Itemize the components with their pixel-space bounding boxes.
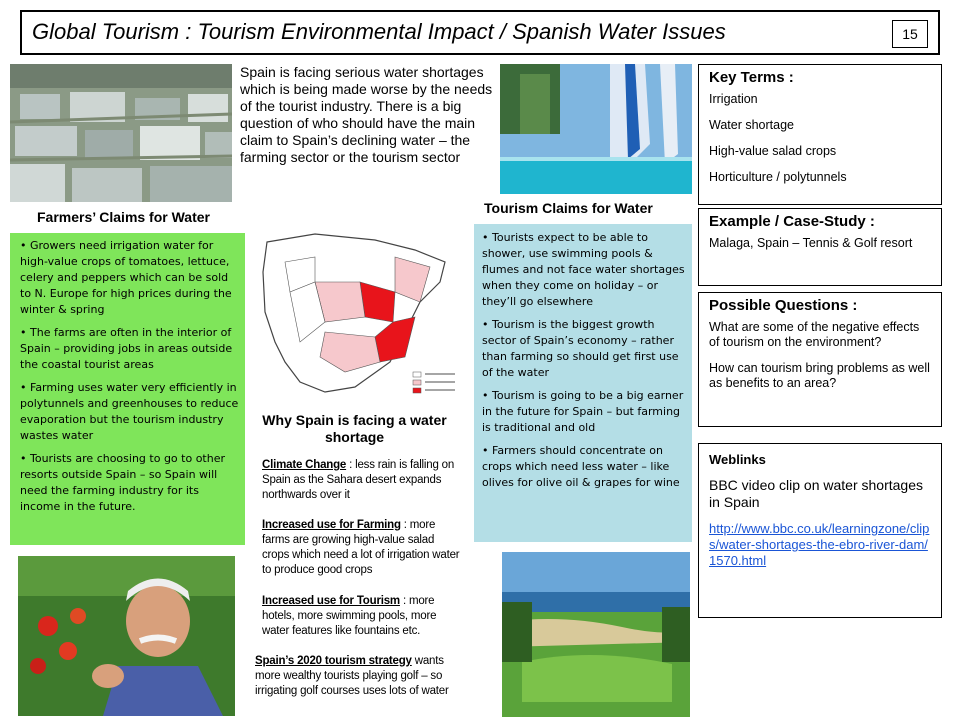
list-item: • Farming uses water very efficiently in polytunnels and greenhouses to reduce evaporation but the tourism industry wastes water (20, 380, 239, 444)
key-terms-title: Key Terms : (709, 69, 794, 86)
case-study-title: Example / Case-Study : (709, 213, 875, 230)
list-item: • Growers need irrigation water for high-value crops of tomatoes, lettuce, celery and peppers which can be sold to N. Europe for high prices during the winter & spring (20, 238, 239, 318)
question-item: How can tourism bring problems as well as benefits to an area? (709, 361, 930, 390)
cause-farming: Increased use for Farming : more farms are growing high-value salad crops which need a lot of irrigation water to produce good crops (262, 519, 460, 576)
case-study-text: Malaga, Spain – Tennis & Golf resort (709, 236, 913, 250)
case-study-box (698, 208, 942, 286)
polytunnels-aerial-photo (10, 64, 232, 202)
weblinks-box (698, 443, 942, 618)
key-terms-box (698, 64, 942, 205)
farmers-claims-box (10, 233, 245, 545)
tourism-heading: Tourism Claims for Water (484, 200, 653, 216)
golf-course-photo (502, 552, 690, 717)
tourism-claims-box (474, 224, 692, 542)
shortage-heading: Why Spain is facing a water shortage (262, 412, 447, 445)
intro-text: Spain is facing serious water shortages which is being made worse by the needs of the tourist industry. There is a big question of who should have the main claim to Spain’s declining water – the farming sector or the tourism sector (240, 64, 493, 165)
spain-water-map (255, 222, 465, 404)
key-term: Irrigation (709, 92, 758, 106)
title-bar (20, 10, 940, 55)
question-item: What are some of the negative effects of tourism on the environment? (709, 320, 920, 349)
farmer-tomatoes-photo (18, 556, 235, 716)
cause-tourism: Increased use for Tourism : more hotels, more swimming pools, more water features like fountains etc. (262, 595, 437, 637)
water-slides-photo (500, 64, 692, 194)
key-term: Water shortage (709, 118, 794, 132)
list-item: • Tourism is going to be a big earner in the future for Spain – but farming is traditional and old (482, 388, 686, 436)
list-item: • Tourism is the biggest growth sector of Spain’s economy – rather than farming so should get first use of the water (482, 317, 686, 381)
list-item: • Farmers should concentrate on crops which need less water – like olives for olive oil & grapes for wine (482, 443, 686, 491)
key-term: High-value salad crops (709, 144, 837, 158)
weblink-description: BBC video clip on water shortages in Spain (709, 477, 923, 510)
questions-title: Possible Questions : (709, 297, 858, 314)
page-title: Global Tourism : Tourism Environmental Impact / Spanish Water Issues (32, 19, 726, 44)
page-number: 15 (892, 20, 928, 48)
list-item: • The farms are often in the interior of Spain – providing jobs in areas outside the coastal tourist areas (20, 325, 239, 373)
key-term: Horticulture / polytunnels (709, 170, 847, 184)
bbc-video-link[interactable]: http://www.bbc.co.uk/learningzone/clips/water-shortages-the-ebro-river-dam/1570.html (709, 521, 930, 568)
cause-climate-change: Climate Change : less rain is falling on Spain as the Sahara desert expands northwards over it (262, 459, 455, 501)
list-item: • Tourists expect to be able to shower, use swimming pools & flumes and not face water shortages when they come on holiday – or they’ll go elsewhere (482, 230, 686, 310)
farmers-heading: Farmers’ Claims for Water (37, 209, 210, 225)
possible-questions-box (698, 292, 942, 427)
list-item: • Tourists are choosing to go to other resorts outside Spain – so Spain will need the farming industry for its income in the future. (20, 451, 239, 515)
weblinks-title: Weblinks (709, 452, 766, 467)
cause-golf-strategy: Spain’s 2020 tourism strategy wants more wealthy tourists playing golf – so irrigating golf courses uses lots of water (255, 655, 449, 697)
